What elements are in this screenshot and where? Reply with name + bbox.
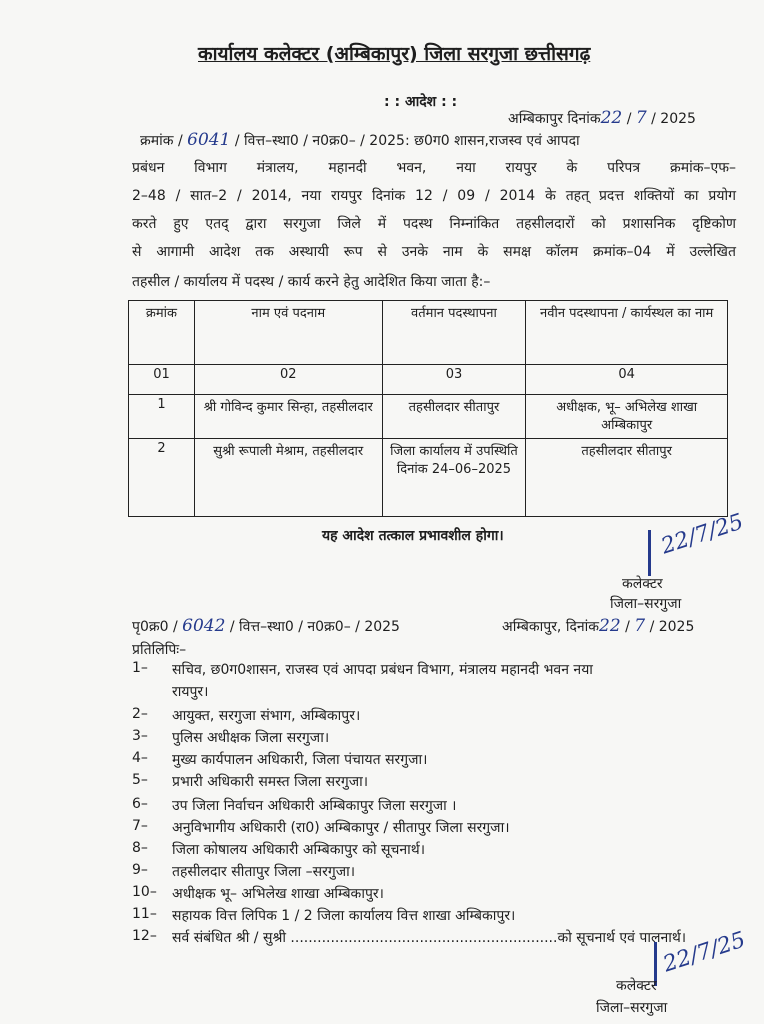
table-row: 1 श्री गोविन्द कुमार सिन्हा, तहसीलदार तहसीलदार सीतापुर अधीक्षक, भू– अभिलेख शाखा अम्बिकापुर [129,395,728,439]
body-line-2: प्रबंधन विभाग मंत्रालय, महानदी भवन, नया रायपुर के परिपत्र क्रमांक–एफ– [132,160,736,176]
table-header-row [129,301,728,365]
office-title: कार्यालय कलेक्टर (अम्बिकापुर) जिला सरगुजा छत्तीसगढ़ [198,43,591,65]
signature-scribble: 22/7/25 [660,927,749,978]
signature-stroke [648,530,651,576]
handwritten-endorsement-number: 6042 [182,616,226,636]
table-row: 2 सुश्री रूपाली मेश्राम, तहसीलदार जिला कार्यालय में उपस्थिति दिनांक 24–06–2025 तहसीलदार सीतापुर [129,439,728,517]
document-page: कार्यालय कलेक्टर (अम्बिकापुर) जिला सरगुजा छत्तीसगढ़ : : आदेश : : अम्बिकापुर दिनांक22 / 7 / 2025 क्रमांक / 6041 / वित्त–स्था0 / न0क्र0– / 2025: छ0ग0 शासन,राजस्व एवं आपदा प्रबंधन विभाग मंत्रालय, महानदी भवन, नया रायपुर के परिपत्र क्रमांक–एफ– 2–48 / सात–2 / 2014, नया रायपुर दिनांक 12 / 09 / 2014 के तहत् प्रदत्त शक्तियों का प्रयोग करते हुए एतद् द्वारा सरगुजा जिले में पदस्थ निम्नांकित तहसीलदारों को प्रशासनिक दृष्टिकोण से आगामी आदेश तक अस्थायी रूप से उनके नाम के समक्ष कॉलम क्रमांक–04 में उल्लेखित तहसील / कार्यालय में पदस्थ / कार्य करने हेतु आदेशित किया जाता है:– क्रमांक नाम एवं पदनाम वर्तमान पदस्थापना नवीन पदस्थापना / कार्यस्थल का नाम 01 02 03 04 1 श्री गोविन्द कुमार सिन्हा, तहसीलदार तहसीलदार सीतापुर अधीक्षक, भू– अभिलेख शाखा अम्बिकापुर 2 सुश्री रूपाली मेश्राम, तहसीलदार जिला कार्यालय में उपस्थिति दिनांक 24–06–2025 तहसीलदार सीतापुर यह आदेश तत्काल प्रभावशील होगा। 22/7/25 कलेक्टर जिला–सरगुजा पृ0क्र0 / 6042 / वित्त–स्था0 / न0क्र0– / 2025 अम्बिकापुर, दिनांक22 / 7 / 2025 प्रतिलिपिः– 1– सचिव, छ0ग0शासन, राजस्व एवं आपदा प्रबंधन विभाग, मंत्रालय महानदी भवन नया रायपुर। 2– आयुक्त, सरगुजा संभाग, अम्बिकापुर। 3– पुलिस अधीक्षक जिला सरगुजा। 4– मुख्य कार्यपालन अधिकारी, जिला पंचायत सरगुजा। 5– प्रभारी अधिकारी समस्त जिला सरगुजा। 6– उप जिला निर्वाचन अधिकारी अम्बिकापुर जिला सरगुजा । 7– अनुविभागीय अधिकारी (रा0) अम्बिकापुर / सीतापुर जिला सरगुजा। 8– जिला कोषालय अधिकारी अम्बिकापुर को सूचनार्थ। 9– तहसीलदार सीतापुर जिला –सरगुजा। 10– अधीक्षक भू– अभिलेख शाखा अम्बिकापुर। 11– सहायक वित्त लिपिक 1 / 2 जिला कार्यालय वित्त शाखा अम्बिकापुर। 12– सर्व संबंधित श्री / सुश्री ............................................................को सूचनार्थ एवं पालनार्थ। 22/7/25 कलेक्टर जिला–सरगुजा [0,0,764,1024]
order-heading: : : आदेश : : [384,94,458,110]
header-current-posting: वर्तमान पदस्थापना [382,301,526,365]
signature-scribble: 22/7/25 [658,509,747,560]
body-line-5: से आगामी आदेश तक अस्थायी रूप से उनके नाम के समक्ष कॉलम क्रमांक–04 में उल्लेखित [132,244,736,260]
signature-district: जिला–सरगुजा [596,1000,668,1016]
signature-designation: कलेक्टर [616,978,657,994]
signature-designation: कलेक्टर [622,576,663,592]
handwritten-day: 22 [600,108,623,128]
order-number-line: क्रमांक / 6041 / वित्त–स्था0 / न0क्र0– / 2025: छ0ग0 शासन,राजस्व एवं आपदा [140,130,580,150]
body-line-6: तहसील / कार्यालय में पदस्थ / कार्य करने हेतु आदेशित किया जाता है:– [132,274,491,290]
endorsement-number-line: पृ0क्र0 / 6042 / वित्त–स्था0 / न0क्र0– / 2025 [132,616,400,636]
endorsement-date: अम्बिकापुर, दिनांक22 / 7 / 2025 [502,616,695,636]
signature-district: जिला–सरगुजा [610,596,682,612]
header-sno: क्रमांक [129,301,195,365]
header-new-posting: नवीन पदस्थापना / कार्यस्थल का नाम [526,301,728,365]
body-line-4: करते हुए एतद् द्वारा सरगुजा जिले में पदस्थ निम्नांकित तहसीलदारों को प्रशासनिक दृष्टिकोण [132,216,736,232]
table-column-number-row: 01 02 03 04 [129,365,728,395]
body-line-3: 2–48 / सात–2 / 2014, नया रायपुर दिनांक 12 / 09 / 2014 के तहत् प्रदत्त शक्तियों का प्रयोग [132,188,736,204]
copy-label: प्रतिलिपिः– [132,642,187,658]
posting-table [128,300,728,517]
header-name: नाम एवं पदनाम [194,301,382,365]
order-date: अम्बिकापुर दिनांक22 / 7 / 2025 [508,108,696,128]
handwritten-month: 7 [635,108,647,128]
effect-note: यह आदेश तत्काल प्रभावशील होगा। [322,528,504,544]
handwritten-order-number: 6041 [187,130,231,150]
